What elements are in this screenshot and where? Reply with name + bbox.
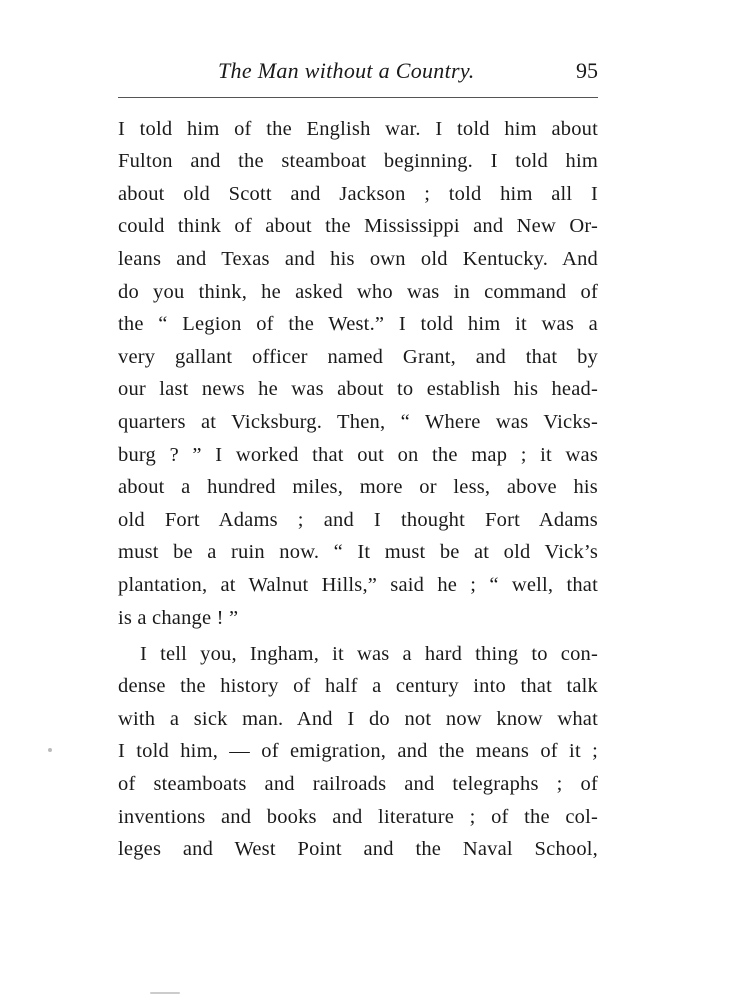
text-line: the “ Legion of the West.” I told him it was a xyxy=(118,313,598,335)
text-line: Fulton and the steamboat beginning. I told him xyxy=(118,150,598,172)
text-line: plantation, at Walnut Hills,” said he ; “ well, that xyxy=(118,574,598,596)
text-line: leges and West Point and the Naval School, xyxy=(118,838,598,860)
text-line: old Fort Adams ; and I thought Fort Adams xyxy=(118,509,598,531)
text-line: of steamboats and railroads and telegraphs ; of xyxy=(118,773,598,795)
text-line: must be a ruin now. “ It must be at old Vick’s xyxy=(118,541,598,563)
text-line: with a sick man. And I do not now know what xyxy=(118,708,598,730)
text-line: I told him of the English war. I told him about xyxy=(118,118,598,140)
text-line: burg ? ” I worked that out on the map ; it was xyxy=(118,444,598,466)
text-line: about a hundred miles, more or less, above his xyxy=(118,476,598,498)
text-line: dense the history of half a century into that talk xyxy=(118,675,598,697)
text-line: do you think, he asked who was in command of xyxy=(118,281,598,303)
header-rule xyxy=(118,97,598,98)
text-line: I tell you, Ingham, it was a hard thing to con- xyxy=(140,643,598,665)
paper-speck xyxy=(150,992,180,994)
paper-speck xyxy=(48,748,52,752)
text-line: quarters at Vicksburg. Then, “ Where was Vicks- xyxy=(118,411,598,433)
text-line: could think of about the Mississippi and New Or- xyxy=(118,215,598,237)
text-line: very gallant officer named Grant, and that by xyxy=(118,346,598,368)
page-number: 95 xyxy=(576,58,598,83)
text-line: I told him, — of emigration, and the means of it ; xyxy=(118,740,598,762)
text-line: is a change ! ” xyxy=(118,607,239,629)
text-line: about old Scott and Jackson ; told him all I xyxy=(118,183,598,205)
text-line: our last news he was about to establish his head- xyxy=(118,378,598,400)
text-line: leans and Texas and his own old Kentucky. And xyxy=(118,248,598,270)
running-title: The Man without a Country. xyxy=(218,58,475,83)
page-header xyxy=(118,58,598,88)
text-line: inventions and books and literature ; of the col- xyxy=(118,806,598,828)
